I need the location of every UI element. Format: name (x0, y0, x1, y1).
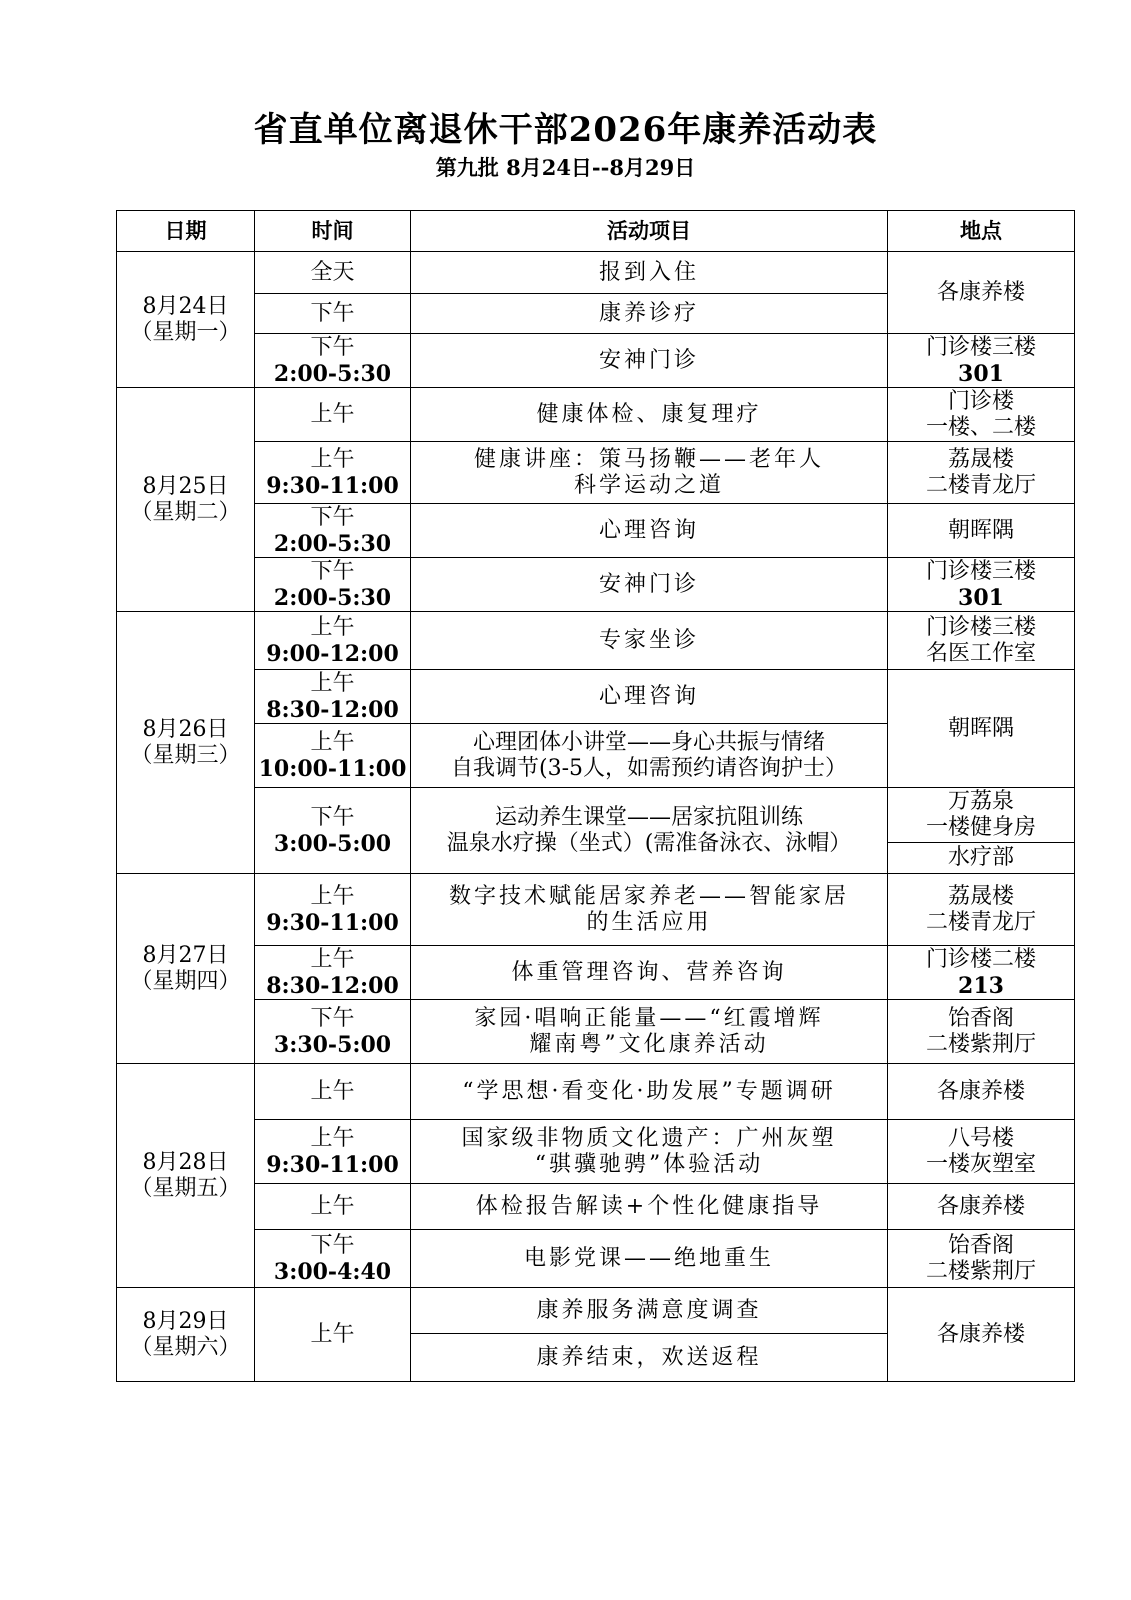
activity-line-2: 科学运动之道 (573, 472, 724, 498)
time-period: 上午 (310, 1193, 355, 1219)
activity-line-1: 运动养生课堂——居家抗阻训练 (494, 804, 803, 830)
date-text: 8月27日 (142, 942, 229, 968)
activity-line-1: 心理咨询 (598, 517, 699, 543)
time-period: 全天 (310, 259, 355, 285)
activity-cell (411, 1230, 888, 1288)
time-cell (255, 788, 411, 874)
location-cell (888, 1000, 1075, 1064)
header-time: 时间 (255, 211, 411, 252)
location-cell (888, 252, 1075, 334)
table-row (117, 1184, 1075, 1230)
header-date: 日期 (117, 211, 255, 252)
time-period: 上午 (310, 883, 355, 909)
time-cell (255, 1000, 411, 1064)
time-range: 8:30-12:00 (266, 696, 399, 723)
activity-cell (411, 294, 888, 334)
activity-cell (411, 442, 888, 504)
location-cell (888, 504, 1075, 558)
time-range: 9:30-11:00 (266, 909, 399, 936)
activity-line-1: 报到入住 (598, 259, 699, 285)
time-cell (255, 946, 411, 1000)
weekday-text: （星期六） (130, 1334, 241, 1360)
time-period: 下午 (310, 1005, 355, 1031)
location-upper (888, 788, 1074, 843)
activity-line-1: 健康讲座：策马扬鞭——老年人 (473, 446, 824, 472)
location-cell (888, 612, 1075, 670)
activity-line-1: 家园·唱响正能量——“红霞增辉 (474, 1005, 824, 1031)
location-cell (888, 670, 1075, 788)
date-text: 8月28日 (142, 1149, 229, 1175)
weekday-text: （星期三） (130, 742, 241, 768)
time-cell (255, 334, 411, 388)
date-cell (117, 874, 255, 1064)
time-cell (255, 670, 411, 724)
date-cell (117, 612, 255, 874)
time-period: 下午 (310, 504, 355, 530)
header-location: 地点 (888, 211, 1075, 252)
table-row (117, 946, 1075, 1000)
activity-cell (411, 504, 888, 558)
date-text: 8月29日 (142, 1308, 229, 1334)
location-line-1: 各康养楼 (936, 1321, 1025, 1347)
location-line-2: 二楼青龙厅 (925, 472, 1036, 498)
location-cell (888, 442, 1075, 504)
time-range: 10:00-11:00 (258, 755, 407, 782)
activity-cell (411, 388, 888, 442)
table-row (117, 874, 1075, 946)
table-row (117, 388, 1075, 442)
activity-line-1: 心理咨询 (598, 683, 699, 709)
time-period: 上午 (310, 729, 355, 755)
activity-line-1: 体重管理咨询、营养咨询 (511, 959, 787, 985)
activity-line-2: 的生活应用 (586, 909, 712, 935)
location-line-2: 213 (958, 972, 1004, 999)
activity-cell (411, 612, 888, 670)
activity-line-1: 专家坐诊 (598, 627, 699, 653)
time-period: 下午 (310, 334, 355, 360)
activity-line-1: 心理团体小讲堂——身心共振与情绪 (472, 729, 825, 755)
location-line-1: 各康养楼 (936, 1078, 1025, 1104)
activity-cell (411, 946, 888, 1000)
activity-cell (411, 1288, 888, 1334)
time-period: 下午 (310, 558, 355, 584)
weekday-text: （星期四） (130, 968, 241, 994)
time-range: 9:30-11:00 (266, 1151, 399, 1178)
location-cell (888, 1184, 1075, 1230)
activity-line-1: 安神门诊 (598, 347, 699, 373)
location-line-1: 朝晖隅 (947, 715, 1014, 741)
location-line-2: 名医工作室 (925, 640, 1036, 666)
document-subtitle: 第九批 8月24日--8月29日 (435, 155, 696, 180)
time-cell (255, 558, 411, 612)
time-range: 2:00-5:30 (273, 360, 392, 387)
time-period: 上午 (310, 614, 355, 640)
location-line-2: 二楼青龙厅 (925, 909, 1036, 935)
location-cell (888, 946, 1075, 1000)
location-line-2: 一楼灰塑室 (925, 1151, 1036, 1177)
activity-line-1: 康养诊疗 (598, 300, 699, 326)
location-line-2: 二楼紫荆厅 (925, 1031, 1036, 1057)
activity-cell (411, 670, 888, 724)
activity-line-1: 康养结束，欢送返程 (536, 1344, 762, 1370)
date-cell (117, 1064, 255, 1288)
activity-line-1: 安神门诊 (598, 571, 699, 597)
location-line-2: 二楼紫荆厅 (925, 1258, 1036, 1284)
location-cell (888, 788, 1075, 874)
location-line-1: 八号楼 (947, 1125, 1014, 1151)
location-line-2: 一楼健身房 (925, 815, 1036, 840)
activity-cell (411, 874, 888, 946)
activity-cell (411, 788, 888, 874)
time-period: 下午 (310, 1232, 355, 1258)
time-cell (255, 442, 411, 504)
time-range: 2:00-5:30 (273, 530, 392, 557)
time-period: 上午 (310, 1125, 355, 1151)
table-row (117, 670, 1075, 724)
table-row (117, 252, 1075, 294)
weekday-text: （星期二） (130, 499, 241, 525)
time-cell (255, 504, 411, 558)
time-cell (255, 252, 411, 294)
time-range: 3:30-5:00 (273, 1031, 392, 1058)
time-period: 上午 (310, 946, 355, 972)
weekday-text: （星期五） (130, 1175, 241, 1201)
document-title: 省直单位离退休干部2026年康养活动表 (253, 110, 878, 150)
activity-line-1: 数字技术赋能居家养老——智能家居 (448, 883, 849, 909)
header-activity: 活动项目 (411, 211, 888, 252)
location-cell (888, 874, 1075, 946)
table-row (117, 504, 1075, 558)
activity-cell (411, 1184, 888, 1230)
table-row (117, 1000, 1075, 1064)
location-lower (888, 843, 1074, 873)
time-cell (255, 1288, 411, 1382)
time-cell (255, 388, 411, 442)
time-period: 上午 (310, 1078, 355, 1104)
activity-cell (411, 724, 888, 788)
table-row (117, 612, 1075, 670)
activity-line-1: 国家级非物质文化遗产：广州灰塑 (461, 1125, 837, 1151)
time-range: 9:00-12:00 (266, 640, 399, 667)
location-line-1: 荔晟楼 (947, 446, 1014, 472)
activity-line-2: 耀南粤”文化康养活动 (529, 1031, 769, 1057)
location-line-1: 门诊楼 (947, 388, 1014, 414)
activity-line-2: 温泉水疗操（坐式）(需准备泳衣、泳帽） (446, 830, 852, 856)
location-line-1: 荔晟楼 (947, 883, 1014, 909)
time-range: 3:00-5:00 (273, 830, 392, 857)
location-cell (888, 334, 1075, 388)
location-line-1: 饴香阁 (947, 1005, 1014, 1031)
weekday-text: （星期一） (130, 319, 241, 345)
activity-cell (411, 1334, 888, 1382)
table-row (117, 1288, 1075, 1334)
table-row (117, 442, 1075, 504)
time-period: 上午 (310, 446, 355, 472)
location-cell (888, 388, 1075, 442)
location-cell (888, 1230, 1075, 1288)
time-range: 8:30-12:00 (266, 972, 399, 999)
location-line-1: 门诊楼二楼 (925, 946, 1036, 972)
time-cell (255, 294, 411, 334)
table-row (117, 1064, 1075, 1120)
header-row (117, 211, 1075, 252)
time-cell (255, 1230, 411, 1288)
time-cell (255, 612, 411, 670)
activity-line-2: 自我调节(3-5人，如需预约请咨询护士） (450, 755, 847, 781)
location-extra: 水疗部 (947, 845, 1014, 870)
activity-line-1: 电影党课——绝地重生 (523, 1245, 774, 1271)
location-line-1: 门诊楼三楼 (925, 614, 1036, 640)
activity-cell (411, 1000, 888, 1064)
activity-line-1: 健康体检、康复理疗 (536, 401, 762, 427)
time-range: 3:00-4:40 (273, 1258, 392, 1285)
activity-cell (411, 1064, 888, 1120)
activity-cell (411, 334, 888, 388)
time-cell (255, 1064, 411, 1120)
table-row (117, 334, 1075, 388)
date-cell (117, 252, 255, 388)
date-cell (117, 388, 255, 612)
time-cell (255, 874, 411, 946)
time-range: 9:30-11:00 (266, 472, 399, 499)
location-line-1: 饴香阁 (947, 1232, 1014, 1258)
location-line-2: 301 (958, 584, 1004, 611)
time-period: 下午 (310, 300, 355, 326)
activity-line-1: “学思想·看变化·助发展”专题调研 (462, 1078, 836, 1104)
location-line-1: 门诊楼三楼 (925, 334, 1036, 360)
activity-cell (411, 1120, 888, 1184)
location-cell (888, 1064, 1075, 1120)
date-text: 8月24日 (142, 293, 229, 319)
time-cell (255, 724, 411, 788)
time-cell (255, 1120, 411, 1184)
date-cell (117, 1288, 255, 1382)
activity-line-1: 康养服务满意度调查 (536, 1297, 762, 1323)
table-row (117, 1120, 1075, 1184)
location-line-1: 朝晖隅 (947, 517, 1014, 543)
location-cell (888, 1120, 1075, 1184)
activity-cell (411, 252, 888, 294)
location-cell (888, 558, 1075, 612)
location-line-1: 各康养楼 (936, 279, 1025, 305)
time-period: 上午 (310, 670, 355, 696)
location-line-2: 301 (958, 360, 1004, 387)
table-row (117, 1230, 1075, 1288)
location-cell (888, 1288, 1075, 1382)
time-cell (255, 1184, 411, 1230)
table-row (117, 558, 1075, 612)
time-range: 2:00-5:30 (273, 584, 392, 611)
date-text: 8月26日 (142, 716, 229, 742)
activity-cell (411, 558, 888, 612)
activity-line-2: “骐骥驰骋”体验活动 (534, 1151, 764, 1177)
time-period: 上午 (310, 401, 355, 427)
table-row (117, 788, 1075, 874)
location-line-1: 万荔泉 (947, 789, 1014, 814)
time-period: 上午 (310, 1321, 355, 1347)
time-period: 下午 (310, 804, 355, 830)
schedule-table (116, 210, 1075, 1382)
location-line-1: 门诊楼三楼 (925, 558, 1036, 584)
location-line-1: 各康养楼 (936, 1193, 1025, 1219)
activity-line-1: 体检报告解读+个性化健康指导 (475, 1193, 823, 1219)
date-text: 8月25日 (142, 473, 229, 499)
location-line-2: 一楼、二楼 (925, 414, 1036, 440)
